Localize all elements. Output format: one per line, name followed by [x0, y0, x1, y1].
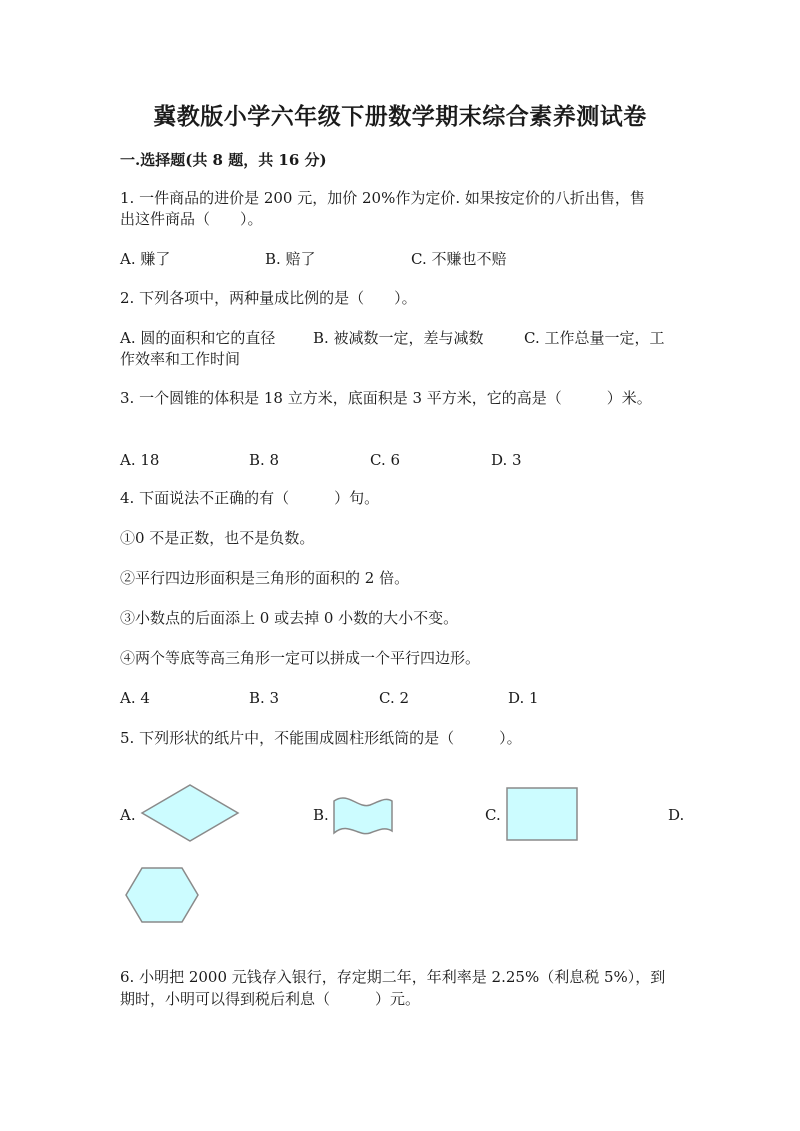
q1-stem-line1: 1. 一件商品的进价是 200 元，加价 20%作为定价. 如果按定价的八折出售，售 — [120, 189, 645, 207]
q1-option-c: C. 不赚也不赔 — [411, 250, 507, 268]
q2-option-c-continued: 作效率和工作时间 — [120, 350, 241, 368]
q6-stem-line2: 期时，小明可以得到税后利息（ ）元。 — [120, 990, 421, 1008]
q1-stem-line2: 出这件商品（ ）。 — [120, 210, 263, 228]
q1-option-a: A. 赚了 — [120, 250, 171, 268]
q4-statement-3: ③小数点的后面添上 0 或去掉 0 小数的大小不变。 — [120, 609, 459, 627]
q5-option-d: D. — [668, 806, 685, 824]
q5-option-b: B. — [313, 806, 329, 824]
q2-option-a: A. 圆的面积和它的直径 — [120, 329, 276, 347]
q6-stem-line1: 6. 小明把 2000 元钱存入银行，存定期二年，年利率是 2.25%（利息税 5%），到 — [120, 968, 666, 986]
q3-option-c: C. 6 — [370, 451, 401, 469]
q3-option-d: D. 3 — [491, 451, 522, 469]
q4-statement-4: ④两个等底等高三角形一定可以拼成一个平行四边形。 — [120, 649, 481, 667]
q3-stem: 3. 一个圆锥的体积是 18 立方米，底面积是 3 平方米，它的高是（ ）米。 — [120, 389, 652, 407]
section-heading: 一.选择题(共 8 题，共 16 分) — [120, 151, 327, 169]
q4-statement-2: ②平行四边形面积是三角形的面积的 2 倍。 — [120, 569, 410, 587]
q5-stem: 5. 下列形状的纸片中，不能围成圆柱形纸筒的是（ ）。 — [120, 729, 522, 747]
page-title: 冀教版小学六年级下册数学期末综合素养测试卷 — [153, 103, 647, 130]
rhombus-shape — [140, 783, 240, 843]
q2-option-b: B. 被减数一定，差与减数 — [313, 329, 484, 347]
q1-option-b: B. 赔了 — [265, 250, 316, 268]
q5-option-a: A. — [120, 806, 136, 824]
q2-option-c: C. 工作总量一定，工 — [524, 329, 665, 347]
q4-option-a: A. 4 — [120, 689, 150, 707]
q4-stem: 4. 下面说法不正确的有（ ）句。 — [120, 489, 380, 507]
q3-option-a: A. 18 — [120, 451, 160, 469]
q5-option-c: C. — [485, 806, 501, 824]
q2-stem: 2. 下列各项中，两种量成比例的是（ ）。 — [120, 289, 417, 307]
q4-option-b: B. 3 — [249, 689, 280, 707]
q4-option-d: D. 1 — [508, 689, 539, 707]
q4-statement-1: ①0 不是正数，也不是负数。 — [120, 529, 315, 547]
rectangle-shape — [505, 786, 579, 842]
wavy-band-shape — [330, 795, 394, 839]
q4-option-c: C. 2 — [379, 689, 410, 707]
q3-option-b: B. 8 — [249, 451, 280, 469]
hexagon-shape — [124, 866, 200, 924]
